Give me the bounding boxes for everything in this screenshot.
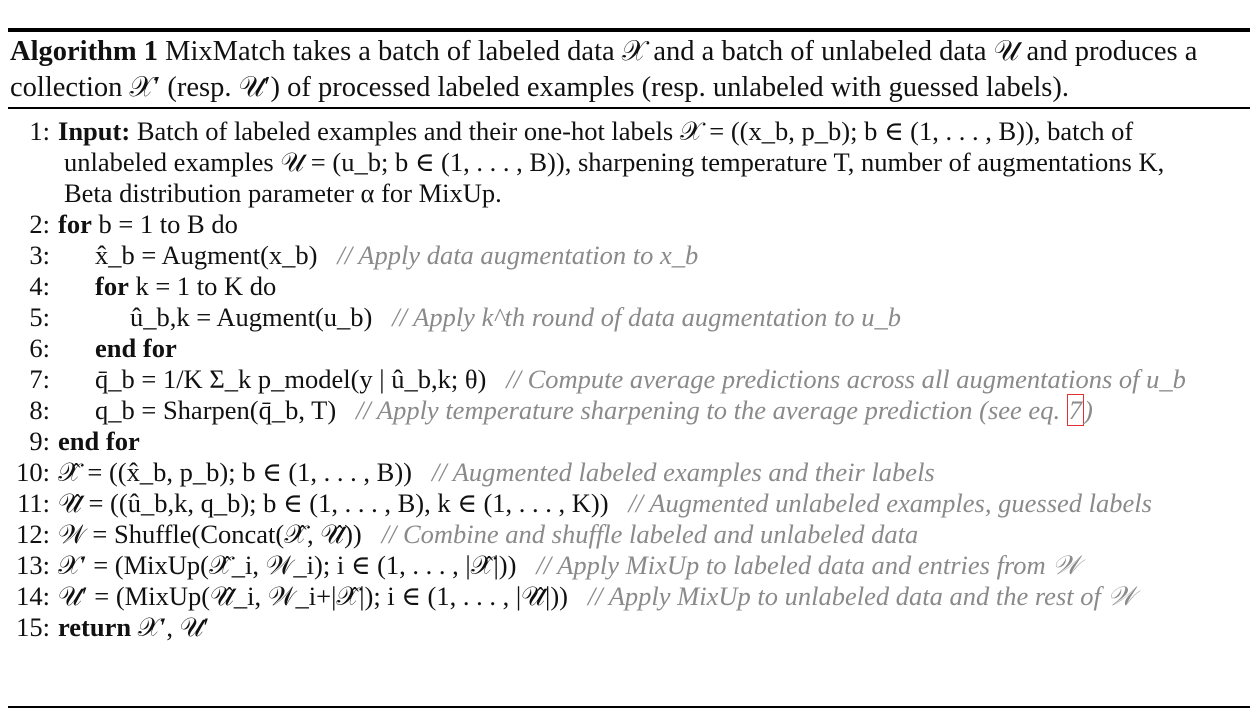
line-number: 1: <box>29 116 50 146</box>
line-number: 5: <box>29 302 50 332</box>
line-code: Beta distribution parameter α for MixUp. <box>64 178 502 208</box>
algorithm-line-1 <box>0 116 1260 147</box>
top-rule <box>8 28 1250 32</box>
algorithm-line-10 <box>0 457 1260 488</box>
algorithm-line-6 <box>0 333 1260 364</box>
bottom-rule <box>8 706 1250 708</box>
line-code: k = 1 to K do <box>135 271 277 301</box>
algorithm-line-3 <box>0 240 1260 271</box>
line-comment-end: ) <box>1083 395 1093 425</box>
line-number: 7: <box>29 364 50 394</box>
line-number: 9: <box>29 426 50 456</box>
line-number: 11: <box>17 488 50 518</box>
algorithm-line-14 <box>0 581 1260 612</box>
equation-reference-link[interactable]: 7 <box>1068 395 1082 425</box>
line-code: 𝒳′ = (MixUp(𝒳̂_i, 𝒲_i); i ∈ (1, . . . , |𝒳̂|)) <box>58 550 517 580</box>
line-code: 𝒲 = Shuffle(Concat(𝒳̂, 𝒰̂)) <box>58 519 362 549</box>
line-code: x̂_b = Augment(x_b) <box>95 240 318 270</box>
line-comment: // Apply MixUp to labeled data and entries from 𝒲 <box>536 550 1081 580</box>
line-code: 𝒰̂ = ((û_b,k, q_b); b ∈ (1, . . . , B), k ∈ (1, . . . , K)) <box>58 488 609 518</box>
algorithm-caption <box>10 34 1255 106</box>
line-code: Batch of labeled examples and their one-hot labels 𝒳 = ((x_b, p_b); b ∈ (1, . . . , B)), batch of <box>136 116 1134 146</box>
caption-text: MixMatch takes a batch of labeled data 𝒳 and a batch of unlabeled data 𝒰 and produces a collection 𝒳′ (resp. 𝒰′) of processed labeled examples (resp. unlabeled with guessed labels). <box>10 36 1198 103</box>
algorithm-line-8 <box>0 395 1260 426</box>
algorithm-line-15 <box>0 612 1260 643</box>
line-comment: // Augmented unlabeled examples, guessed labels <box>628 488 1152 518</box>
line-code: 𝒳′, 𝒰′ <box>137 612 210 642</box>
algorithm-line-1-cont-1 <box>0 147 1260 178</box>
line-number: 4: <box>29 271 50 301</box>
line-comment: // Combine and shuffle labeled and unlabeled data <box>381 519 919 549</box>
algorithm-line-11 <box>0 488 1260 519</box>
line-code: û_b,k = Augment(u_b) <box>130 302 373 332</box>
line-keyword: end for <box>58 426 140 456</box>
line-keyword: for <box>58 209 92 239</box>
line-comment: // Apply temperature sharpening to the average prediction (see eq. <box>356 395 1061 425</box>
algorithm-body <box>0 116 1260 643</box>
algorithm-line-1-cont-2 <box>0 178 1260 209</box>
line-number: 14: <box>16 581 50 611</box>
line-keyword: for <box>95 271 129 301</box>
line-code: 𝒰′ = (MixUp(𝒰̂_i, 𝒲_i+|𝒳̂|); i ∈ (1, . . . , |𝒰̂|)) <box>58 581 568 611</box>
line-comment: // Apply data augmentation to x_b <box>337 240 699 270</box>
line-number: 2: <box>29 209 50 239</box>
line-number: 3: <box>29 240 50 270</box>
algorithm-line-2 <box>0 209 1260 240</box>
line-keyword: Input: <box>58 116 131 146</box>
line-number: 15: <box>16 612 50 642</box>
line-code: b = 1 to B do <box>98 209 238 239</box>
algorithm-line-12 <box>0 519 1260 550</box>
line-number: 12: <box>16 519 50 549</box>
line-code: unlabeled examples 𝒰 = (u_b; b ∈ (1, . . . , B)), sharpening temperature T, number of augmentations K, <box>64 147 1165 177</box>
line-keyword: return <box>58 612 132 642</box>
algorithm-line-9 <box>0 426 1260 457</box>
line-code: 𝒳̂ = ((x̂_b, p_b); b ∈ (1, . . . , B)) <box>58 457 412 487</box>
line-number: 10: <box>16 457 50 487</box>
line-comment: // Apply MixUp to unlabeled data and the rest of 𝒲 <box>587 581 1136 611</box>
line-number: 6: <box>29 333 50 363</box>
caption-rule <box>8 107 1250 109</box>
line-code: q̄_b = 1/K Σ_k p_model(y | û_b,k; θ) <box>95 364 487 394</box>
line-number: 13: <box>16 550 50 580</box>
algorithm-line-13 <box>0 550 1260 581</box>
algorithm-line-7 <box>0 364 1260 395</box>
line-comment: // Compute average predictions across all augmentations of u_b <box>506 364 1186 394</box>
line-comment: // Augmented labeled examples and their labels <box>431 457 935 487</box>
line-number: 8: <box>29 395 50 425</box>
line-keyword: end for <box>95 333 177 363</box>
algorithm-label: Algorithm 1 <box>10 36 159 67</box>
algorithm-line-4 <box>0 271 1260 302</box>
line-comment: // Apply k^th round of data augmentation to u_b <box>392 302 902 332</box>
algorithm-line-5 <box>0 302 1260 333</box>
line-code: q_b = Sharpen(q̄_b, T) <box>95 395 337 425</box>
